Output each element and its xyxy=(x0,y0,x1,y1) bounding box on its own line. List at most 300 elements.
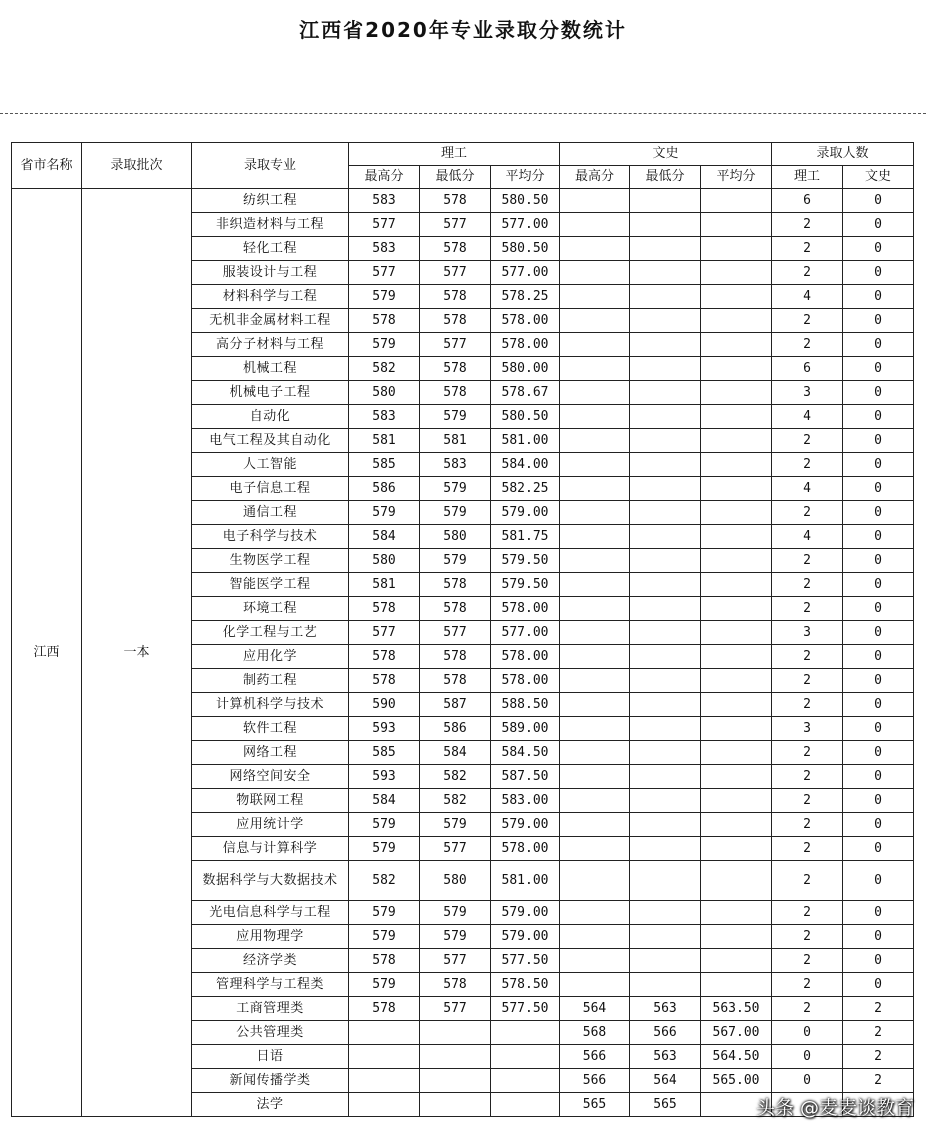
arts-max-cell xyxy=(560,717,630,741)
science-avg-cell: 577.50 xyxy=(491,997,560,1021)
major-cell: 自动化 xyxy=(192,405,349,429)
count-arts-cell: 0 xyxy=(843,837,914,861)
science-max-cell: 579 xyxy=(349,973,420,997)
arts-avg-cell xyxy=(701,693,772,717)
major-cell: 工商管理类 xyxy=(192,997,349,1021)
arts-max-cell xyxy=(560,357,630,381)
count-science-cell: 2 xyxy=(772,645,843,669)
arts-min-cell xyxy=(630,309,701,333)
arts-avg-cell xyxy=(701,717,772,741)
header-count-science: 理工 xyxy=(772,166,843,189)
science-avg-cell: 581.00 xyxy=(491,861,560,901)
header-province: 省市名称 xyxy=(12,143,82,189)
arts-min-cell: 563 xyxy=(630,1045,701,1069)
major-cell: 电子信息工程 xyxy=(192,477,349,501)
science-max-cell: 580 xyxy=(349,381,420,405)
arts-avg-cell xyxy=(701,525,772,549)
major-cell: 电气工程及其自动化 xyxy=(192,429,349,453)
arts-max-cell xyxy=(560,261,630,285)
count-science-cell: 2 xyxy=(772,837,843,861)
major-cell: 智能医学工程 xyxy=(192,573,349,597)
arts-avg-cell xyxy=(701,405,772,429)
science-avg-cell: 581.00 xyxy=(491,429,560,453)
science-avg-cell: 579.50 xyxy=(491,549,560,573)
arts-min-cell xyxy=(630,861,701,901)
arts-max-cell xyxy=(560,765,630,789)
count-arts-cell: 2 xyxy=(843,1021,914,1045)
arts-max-cell xyxy=(560,453,630,477)
science-min-cell: 577 xyxy=(420,837,491,861)
arts-min-cell: 565 xyxy=(630,1093,701,1117)
science-avg-cell: 577.50 xyxy=(491,949,560,973)
arts-max-cell xyxy=(560,309,630,333)
count-science-cell: 0 xyxy=(772,1045,843,1069)
science-min-cell: 578 xyxy=(420,189,491,213)
science-avg-cell: 578.25 xyxy=(491,285,560,309)
count-science-cell: 2 xyxy=(772,237,843,261)
count-science-cell: 2 xyxy=(772,501,843,525)
science-avg-cell: 577.00 xyxy=(491,213,560,237)
science-avg-cell xyxy=(491,1021,560,1045)
science-min-cell: 586 xyxy=(420,717,491,741)
header-batch: 录取批次 xyxy=(82,143,192,189)
science-max-cell: 593 xyxy=(349,765,420,789)
arts-max-cell: 565 xyxy=(560,1093,630,1117)
science-min-cell: 581 xyxy=(420,429,491,453)
major-cell: 信息与计算科学 xyxy=(192,837,349,861)
science-max-cell: 578 xyxy=(349,309,420,333)
science-max-cell: 579 xyxy=(349,813,420,837)
science-min-cell: 578 xyxy=(420,237,491,261)
count-science-cell: 2 xyxy=(772,309,843,333)
arts-min-cell xyxy=(630,901,701,925)
science-max-cell: 582 xyxy=(349,357,420,381)
major-cell: 机械电子工程 xyxy=(192,381,349,405)
science-avg-cell xyxy=(491,1045,560,1069)
watermark: 头条 @麦麦谈教育 xyxy=(755,1097,914,1119)
count-science-cell: 2 xyxy=(772,213,843,237)
header-count: 录取人数 xyxy=(772,143,914,166)
count-science-cell: 3 xyxy=(772,381,843,405)
arts-min-cell xyxy=(630,261,701,285)
major-cell: 日语 xyxy=(192,1045,349,1069)
count-science-cell: 2 xyxy=(772,453,843,477)
science-min-cell: 577 xyxy=(420,997,491,1021)
science-max-cell: 583 xyxy=(349,405,420,429)
count-arts-cell: 0 xyxy=(843,973,914,997)
science-avg-cell: 577.00 xyxy=(491,261,560,285)
count-science-cell: 2 xyxy=(772,597,843,621)
count-arts-cell: 0 xyxy=(843,861,914,901)
arts-avg-cell xyxy=(701,189,772,213)
science-max-cell: 580 xyxy=(349,549,420,573)
header-arts-avg: 平均分 xyxy=(701,166,772,189)
science-min-cell: 579 xyxy=(420,501,491,525)
science-max-cell: 586 xyxy=(349,477,420,501)
arts-avg-cell xyxy=(701,213,772,237)
science-min-cell: 577 xyxy=(420,261,491,285)
science-max-cell xyxy=(349,1093,420,1117)
science-avg-cell: 578.00 xyxy=(491,309,560,333)
science-min-cell: 578 xyxy=(420,381,491,405)
arts-max-cell xyxy=(560,549,630,573)
science-avg-cell: 578.00 xyxy=(491,669,560,693)
science-avg-cell: 578.00 xyxy=(491,597,560,621)
arts-max-cell xyxy=(560,949,630,973)
science-max-cell: 579 xyxy=(349,925,420,949)
major-cell: 机械工程 xyxy=(192,357,349,381)
science-min-cell: 578 xyxy=(420,597,491,621)
arts-max-cell xyxy=(560,925,630,949)
science-min-cell: 579 xyxy=(420,925,491,949)
arts-min-cell xyxy=(630,949,701,973)
arts-max-cell xyxy=(560,973,630,997)
science-max-cell: 579 xyxy=(349,333,420,357)
major-cell: 制药工程 xyxy=(192,669,349,693)
arts-min-cell xyxy=(630,237,701,261)
science-min-cell: 582 xyxy=(420,765,491,789)
science-min-cell: 579 xyxy=(420,549,491,573)
count-science-cell: 2 xyxy=(772,949,843,973)
arts-min-cell xyxy=(630,573,701,597)
arts-avg-cell xyxy=(701,429,772,453)
count-arts-cell: 0 xyxy=(843,549,914,573)
science-min-cell: 578 xyxy=(420,645,491,669)
arts-max-cell xyxy=(560,861,630,901)
page-title: 江西省2020年专业录取分数统计 xyxy=(299,18,627,42)
header-arts-max: 最高分 xyxy=(560,166,630,189)
major-cell: 数据科学与大数据技术 xyxy=(192,861,349,901)
count-arts-cell: 0 xyxy=(843,213,914,237)
arts-avg-cell xyxy=(701,453,772,477)
science-avg-cell: 579.00 xyxy=(491,813,560,837)
science-min-cell: 578 xyxy=(420,357,491,381)
science-avg-cell: 579.50 xyxy=(491,573,560,597)
science-avg-cell: 583.00 xyxy=(491,789,560,813)
arts-avg-cell xyxy=(701,501,772,525)
arts-min-cell xyxy=(630,381,701,405)
science-min-cell: 579 xyxy=(420,813,491,837)
arts-max-cell xyxy=(560,501,630,525)
count-science-cell: 2 xyxy=(772,261,843,285)
arts-min-cell xyxy=(630,597,701,621)
count-arts-cell: 2 xyxy=(843,1069,914,1093)
major-cell: 应用化学 xyxy=(192,645,349,669)
count-arts-cell: 0 xyxy=(843,645,914,669)
science-max-cell: 581 xyxy=(349,573,420,597)
science-avg-cell: 578.00 xyxy=(491,333,560,357)
count-arts-cell: 0 xyxy=(843,501,914,525)
score-table xyxy=(11,142,914,1117)
header-arts: 文史 xyxy=(560,143,772,166)
arts-max-cell xyxy=(560,237,630,261)
count-science-cell: 2 xyxy=(772,333,843,357)
science-max-cell: 577 xyxy=(349,213,420,237)
count-science-cell: 0 xyxy=(772,1069,843,1093)
count-science-cell: 2 xyxy=(772,693,843,717)
arts-avg-cell xyxy=(701,573,772,597)
count-arts-cell: 0 xyxy=(843,949,914,973)
arts-avg-cell xyxy=(701,261,772,285)
count-arts-cell: 0 xyxy=(843,453,914,477)
major-cell: 公共管理类 xyxy=(192,1021,349,1045)
science-max-cell: 593 xyxy=(349,717,420,741)
divider xyxy=(0,113,926,114)
arts-max-cell xyxy=(560,477,630,501)
science-min-cell xyxy=(420,1069,491,1093)
count-science-cell: 2 xyxy=(772,573,843,597)
science-min-cell xyxy=(420,1093,491,1117)
arts-min-cell xyxy=(630,501,701,525)
science-min-cell: 579 xyxy=(420,901,491,925)
arts-min-cell xyxy=(630,837,701,861)
science-min-cell: 578 xyxy=(420,669,491,693)
arts-max-cell xyxy=(560,189,630,213)
count-arts-cell: 0 xyxy=(843,525,914,549)
arts-min-cell xyxy=(630,549,701,573)
arts-min-cell xyxy=(630,669,701,693)
arts-avg-cell: 564.50 xyxy=(701,1045,772,1069)
arts-avg-cell xyxy=(701,789,772,813)
header-row-1 xyxy=(12,143,914,166)
count-science-cell: 2 xyxy=(772,901,843,925)
science-avg-cell xyxy=(491,1093,560,1117)
science-min-cell: 583 xyxy=(420,453,491,477)
count-arts-cell: 0 xyxy=(843,717,914,741)
arts-max-cell xyxy=(560,525,630,549)
science-avg-cell: 579.00 xyxy=(491,501,560,525)
science-max-cell xyxy=(349,1045,420,1069)
science-avg-cell xyxy=(491,1069,560,1093)
arts-min-cell xyxy=(630,813,701,837)
arts-max-cell xyxy=(560,597,630,621)
arts-avg-cell xyxy=(701,765,772,789)
arts-avg-cell xyxy=(701,901,772,925)
arts-avg-cell: 567.00 xyxy=(701,1021,772,1045)
science-max-cell: 590 xyxy=(349,693,420,717)
science-min-cell: 578 xyxy=(420,973,491,997)
count-science-cell: 6 xyxy=(772,357,843,381)
arts-avg-cell xyxy=(701,477,772,501)
major-cell: 管理科学与工程类 xyxy=(192,973,349,997)
major-cell: 非织造材料与工程 xyxy=(192,213,349,237)
major-cell: 电子科学与技术 xyxy=(192,525,349,549)
science-max-cell: 578 xyxy=(349,597,420,621)
science-avg-cell: 580.50 xyxy=(491,405,560,429)
batch-cell: 一本 xyxy=(82,189,192,1117)
science-max-cell: 578 xyxy=(349,997,420,1021)
count-arts-cell: 0 xyxy=(843,925,914,949)
arts-min-cell xyxy=(630,621,701,645)
major-cell: 无机非金属材料工程 xyxy=(192,309,349,333)
science-max-cell: 577 xyxy=(349,261,420,285)
count-arts-cell: 0 xyxy=(843,669,914,693)
count-arts-cell: 0 xyxy=(843,901,914,925)
science-min-cell xyxy=(420,1021,491,1045)
count-science-cell: 2 xyxy=(772,973,843,997)
count-arts-cell: 0 xyxy=(843,405,914,429)
count-arts-cell: 0 xyxy=(843,309,914,333)
major-cell: 材料科学与工程 xyxy=(192,285,349,309)
arts-min-cell xyxy=(630,973,701,997)
science-max-cell: 582 xyxy=(349,861,420,901)
count-arts-cell: 0 xyxy=(843,285,914,309)
arts-max-cell xyxy=(560,213,630,237)
science-avg-cell: 580.50 xyxy=(491,237,560,261)
science-min-cell: 578 xyxy=(420,573,491,597)
science-avg-cell: 579.00 xyxy=(491,901,560,925)
arts-min-cell xyxy=(630,741,701,765)
count-arts-cell: 0 xyxy=(843,477,914,501)
arts-avg-cell xyxy=(701,621,772,645)
arts-min-cell xyxy=(630,789,701,813)
count-science-cell: 4 xyxy=(772,285,843,309)
science-min-cell: 587 xyxy=(420,693,491,717)
count-science-cell: 2 xyxy=(772,997,843,1021)
arts-min-cell xyxy=(630,357,701,381)
count-arts-cell: 0 xyxy=(843,237,914,261)
arts-max-cell xyxy=(560,333,630,357)
count-science-cell: 2 xyxy=(772,549,843,573)
science-min-cell: 579 xyxy=(420,477,491,501)
major-cell: 通信工程 xyxy=(192,501,349,525)
science-avg-cell: 579.00 xyxy=(491,925,560,949)
science-max-cell xyxy=(349,1021,420,1045)
count-arts-cell: 0 xyxy=(843,261,914,285)
major-cell: 法学 xyxy=(192,1093,349,1117)
arts-min-cell xyxy=(630,925,701,949)
science-avg-cell: 581.75 xyxy=(491,525,560,549)
table-body xyxy=(12,189,914,1117)
arts-avg-cell xyxy=(701,237,772,261)
arts-min-cell xyxy=(630,525,701,549)
header-major: 录取专业 xyxy=(192,143,349,189)
count-science-cell: 4 xyxy=(772,525,843,549)
count-science-cell: 2 xyxy=(772,925,843,949)
arts-max-cell xyxy=(560,405,630,429)
arts-min-cell xyxy=(630,405,701,429)
major-cell: 高分子材料与工程 xyxy=(192,333,349,357)
count-arts-cell: 0 xyxy=(843,765,914,789)
arts-min-cell: 564 xyxy=(630,1069,701,1093)
arts-max-cell: 566 xyxy=(560,1045,630,1069)
major-cell: 应用物理学 xyxy=(192,925,349,949)
count-arts-cell: 0 xyxy=(843,741,914,765)
science-max-cell: 578 xyxy=(349,949,420,973)
count-science-cell: 2 xyxy=(772,741,843,765)
arts-max-cell xyxy=(560,429,630,453)
science-max-cell: 584 xyxy=(349,525,420,549)
science-max-cell: 579 xyxy=(349,901,420,925)
major-cell: 经济学类 xyxy=(192,949,349,973)
science-min-cell xyxy=(420,1045,491,1069)
major-cell: 网络空间安全 xyxy=(192,765,349,789)
major-cell: 计算机科学与技术 xyxy=(192,693,349,717)
count-arts-cell: 0 xyxy=(843,621,914,645)
count-arts-cell: 0 xyxy=(843,357,914,381)
science-min-cell: 580 xyxy=(420,525,491,549)
arts-max-cell: 568 xyxy=(560,1021,630,1045)
arts-min-cell xyxy=(630,213,701,237)
count-arts-cell: 0 xyxy=(843,813,914,837)
arts-min-cell xyxy=(630,693,701,717)
province-cell: 江西 xyxy=(12,189,82,1117)
arts-avg-cell xyxy=(701,861,772,901)
arts-avg-cell xyxy=(701,381,772,405)
header-count-arts: 文史 xyxy=(843,166,914,189)
science-max-cell: 578 xyxy=(349,645,420,669)
science-avg-cell: 578.00 xyxy=(491,837,560,861)
science-avg-cell: 578.67 xyxy=(491,381,560,405)
count-science-cell: 0 xyxy=(772,1021,843,1045)
arts-min-cell xyxy=(630,429,701,453)
arts-avg-cell xyxy=(701,333,772,357)
count-arts-cell: 0 xyxy=(843,429,914,453)
major-cell: 服装设计与工程 xyxy=(192,261,349,285)
science-min-cell: 577 xyxy=(420,213,491,237)
arts-min-cell xyxy=(630,285,701,309)
arts-max-cell xyxy=(560,669,630,693)
arts-min-cell xyxy=(630,453,701,477)
arts-max-cell xyxy=(560,837,630,861)
count-science-cell: 2 xyxy=(772,813,843,837)
arts-max-cell xyxy=(560,813,630,837)
count-arts-cell: 2 xyxy=(843,997,914,1021)
arts-avg-cell xyxy=(701,357,772,381)
major-cell: 生物医学工程 xyxy=(192,549,349,573)
arts-avg-cell xyxy=(701,549,772,573)
major-cell: 纺织工程 xyxy=(192,189,349,213)
arts-max-cell: 564 xyxy=(560,997,630,1021)
arts-min-cell xyxy=(630,189,701,213)
science-avg-cell: 587.50 xyxy=(491,765,560,789)
arts-avg-cell xyxy=(701,837,772,861)
science-avg-cell: 580.00 xyxy=(491,357,560,381)
science-max-cell: 578 xyxy=(349,669,420,693)
science-max-cell: 577 xyxy=(349,621,420,645)
science-max-cell: 585 xyxy=(349,741,420,765)
science-min-cell: 579 xyxy=(420,405,491,429)
count-science-cell: 2 xyxy=(772,861,843,901)
arts-max-cell xyxy=(560,573,630,597)
count-arts-cell: 0 xyxy=(843,189,914,213)
science-avg-cell: 577.00 xyxy=(491,621,560,645)
science-avg-cell: 584.50 xyxy=(491,741,560,765)
arts-min-cell: 566 xyxy=(630,1021,701,1045)
arts-avg-cell xyxy=(701,973,772,997)
count-arts-cell: 0 xyxy=(843,381,914,405)
arts-max-cell xyxy=(560,285,630,309)
major-cell: 网络工程 xyxy=(192,741,349,765)
count-arts-cell: 0 xyxy=(843,693,914,717)
major-cell: 化学工程与工艺 xyxy=(192,621,349,645)
science-max-cell: 584 xyxy=(349,789,420,813)
count-science-cell: 2 xyxy=(772,669,843,693)
arts-avg-cell: 563.50 xyxy=(701,997,772,1021)
science-max-cell: 581 xyxy=(349,429,420,453)
science-max-cell xyxy=(349,1069,420,1093)
arts-max-cell xyxy=(560,693,630,717)
arts-avg-cell xyxy=(701,669,772,693)
count-science-cell: 6 xyxy=(772,189,843,213)
count-science-cell: 2 xyxy=(772,789,843,813)
major-cell: 光电信息科学与工程 xyxy=(192,901,349,925)
arts-min-cell xyxy=(630,645,701,669)
count-arts-cell: 2 xyxy=(843,1045,914,1069)
count-science-cell: 3 xyxy=(772,717,843,741)
science-max-cell: 579 xyxy=(349,837,420,861)
count-arts-cell: 0 xyxy=(843,573,914,597)
